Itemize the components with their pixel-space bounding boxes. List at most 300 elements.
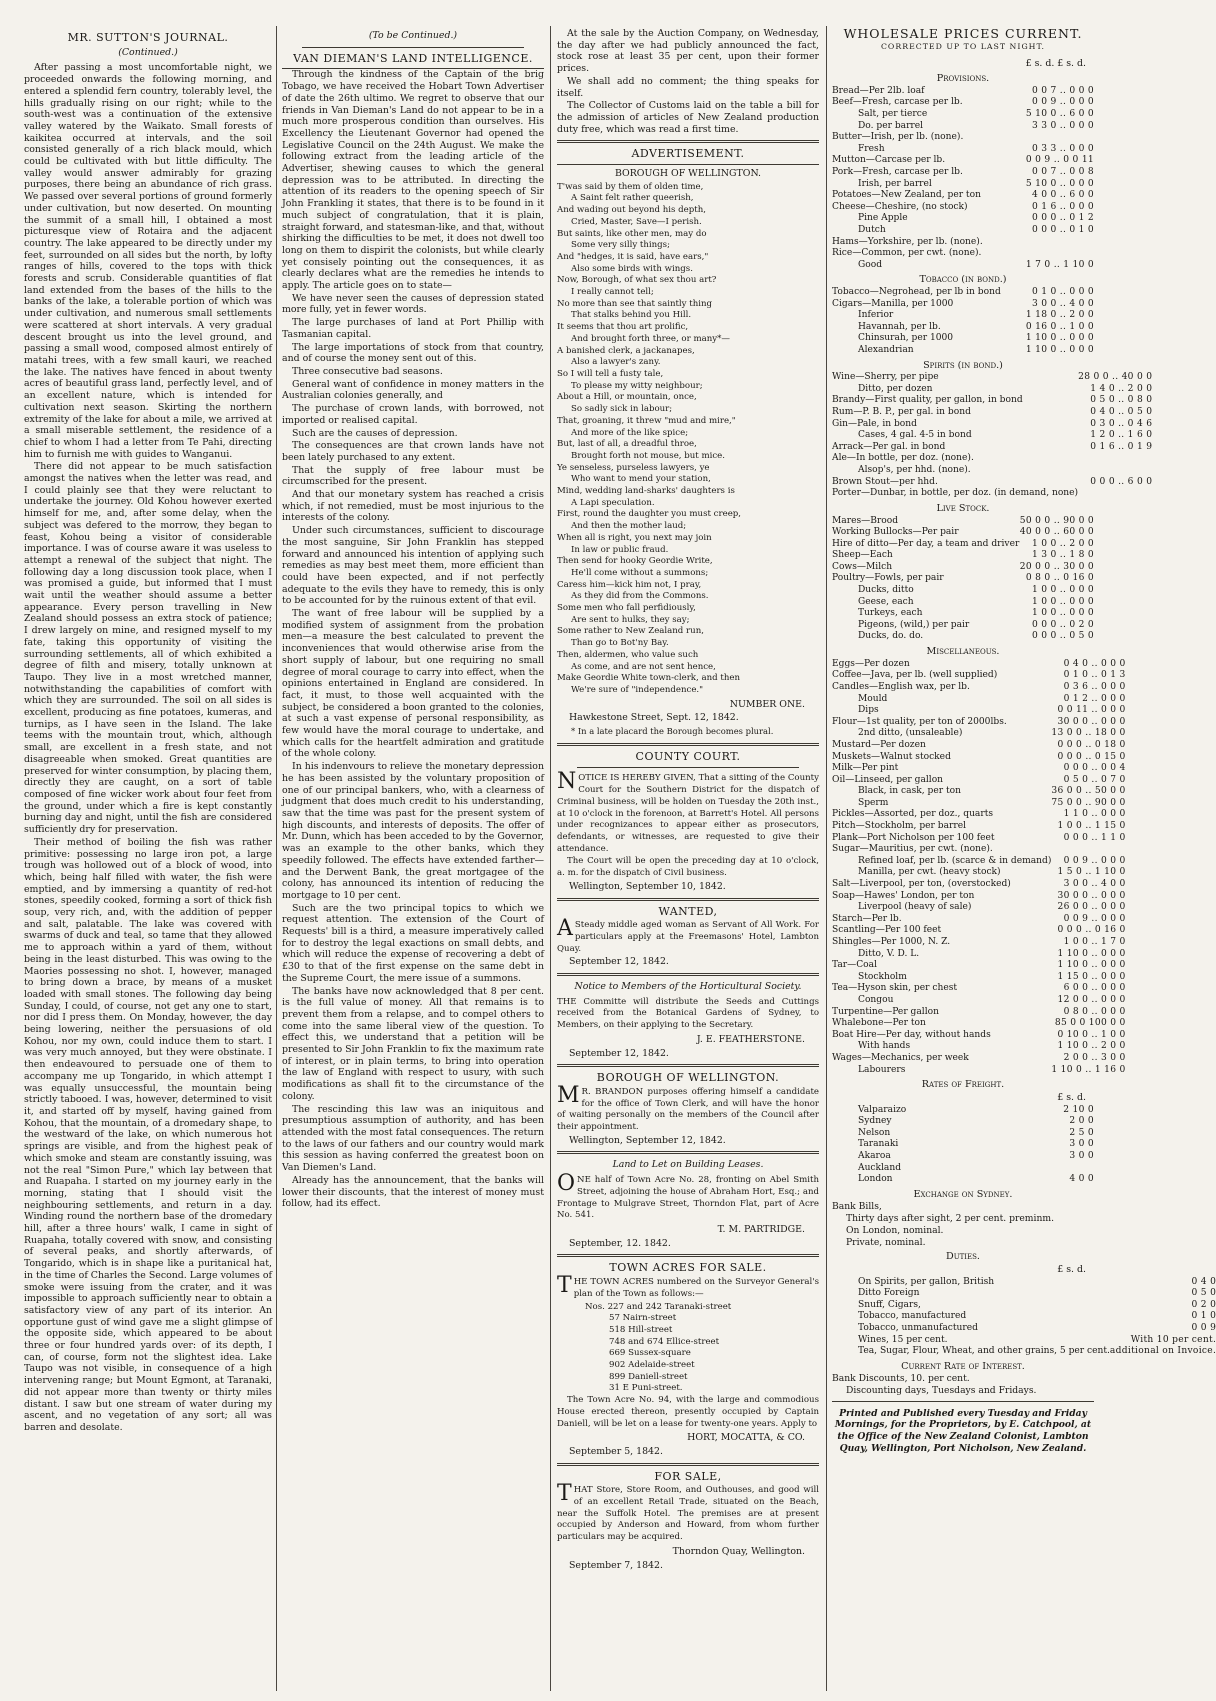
price-item: Butter—Irish, per lb. (none). <box>832 132 964 143</box>
price-item: Porter—Dunbar, in bottle, per doz. (in demand, none) <box>832 488 1079 499</box>
price-row <box>832 109 1094 121</box>
price-item: Beef—Fresh, carcase per lb. <box>832 97 963 108</box>
county-court-text-2: The Court will be open the preceding day at 10 o'clock, a. m. for the dispatch of Civil business. <box>557 856 819 879</box>
price-item: Rum—P. B. P., per gal. in bond <box>832 407 971 418</box>
poem-line: And "hedges, it is said, have ears," <box>557 251 709 262</box>
price-value <box>1078 465 1152 477</box>
price-value: 1 15 0 .. 0 0 0 <box>1057 971 1126 982</box>
price-item: Pine Apple <box>858 213 908 224</box>
price-row <box>832 1151 1094 1163</box>
price-item: Hams—Yorkshire, per lb. (none). <box>832 236 983 247</box>
price-item: Mustard—Per dozen <box>832 739 926 750</box>
price-section-units: £ s. d. <box>1057 1091 1086 1103</box>
price-row <box>832 322 1094 334</box>
price-row <box>832 856 1126 868</box>
price-row <box>832 937 1126 949</box>
price-row <box>832 925 1126 937</box>
poem-line: Then send for hooky Geordie Write, <box>557 556 713 567</box>
price-item: Candles—English wax, per lb. <box>832 681 970 692</box>
price-value: With 10 per cent. <box>1130 1334 1216 1345</box>
price-value: 3 0 0 .. 4 0 0 <box>1063 879 1126 890</box>
for-sale-text: THAT Store, Store Room, and Outhouses, and good will of an excellent Retail Trade, situated on the Beach, near the Suffolk Hotel. The premises are at present occupied by Anderson and Howard, from whom further particulars may be acquired. <box>557 1481 819 1543</box>
price-value: 0 3 3 .. 0 0 0 <box>1031 143 1094 154</box>
price-value: 1 0 0 .. 0 0 0 <box>1031 596 1094 607</box>
price-value: additional on Invoice. <box>1109 1346 1216 1357</box>
price-item: Ale—In bottle, per doz. (none). <box>832 453 974 464</box>
imprint: Printed and Published every Tuesday and Friday Mornings, for the Proprietors, by E. Catchpool, at the Office of the New Zealand Colonist, Lambton Quay, Wellington, Port Nicholson, New Zealand. <box>834 1407 1092 1454</box>
price-row <box>832 1041 1126 1053</box>
price-row <box>832 144 1094 156</box>
poem-line: I really cannot tell; <box>571 287 654 298</box>
poem-line: Brought forth not mouse, but mice. <box>571 450 725 461</box>
price-row <box>832 345 1094 357</box>
price-item: Tea—Hyson skin, per chest <box>832 983 958 994</box>
price-row <box>832 995 1126 1007</box>
poem-line: Also a lawyer's zany. <box>571 357 661 368</box>
price-item: Milk—Per pint <box>832 763 899 774</box>
van-dieman-paragraph: The large purchases of land at Port Phillip with Tasmanian capital. <box>282 317 544 340</box>
price-value: 1 0 0 .. 1 7 0 <box>1063 937 1126 947</box>
price-row <box>832 1053 1126 1065</box>
price-row <box>832 620 1094 632</box>
town-acres-intro: THE TOWN ACRES numbered on the Surveyor General's plan of the Town as follows:— <box>557 1273 819 1299</box>
poem-line: A Lapi speculation. <box>571 497 655 508</box>
price-item: Ditto, per dozen <box>858 383 933 394</box>
prices-units: £ s. d. £ s. d. <box>1025 58 1086 70</box>
price-row <box>832 717 1126 729</box>
price-row <box>832 372 1152 384</box>
journal-to-be-continued: (To be Continued.) <box>368 30 458 41</box>
price-value: 85 0 0 100 0 0 <box>1054 1018 1126 1029</box>
price-item: Arrack—Per gal. in bond <box>832 441 946 452</box>
poem-line: In law or public fraud. <box>571 544 669 555</box>
divider <box>557 743 819 746</box>
price-row <box>832 167 1094 179</box>
price-value: 0 5 0 <box>1191 1288 1216 1299</box>
price-row <box>832 949 1126 961</box>
price-row <box>832 891 1126 903</box>
price-row <box>832 248 1094 260</box>
price-row <box>832 287 1094 299</box>
price-item: Brown Stout—per hhd. <box>832 476 938 487</box>
price-row <box>832 516 1094 528</box>
poem-line: So sadly sick in labour; <box>571 404 673 415</box>
poem-line: Then, aldermen, who value such <box>557 649 699 660</box>
price-value: 12 0 0 .. 0 0 0 <box>1057 994 1126 1005</box>
price-item: Cheese—Cheshire, (no stock) <box>832 201 968 212</box>
price-item: Pork—Fresh, carcase per lb. <box>832 166 963 177</box>
price-item: Stockholm <box>858 971 907 982</box>
van-dieman-paragraph: In his indenvours to relieve the monetary depression he has been assisted by the voluntary proposition of one of our principal bankers, who, with a clearness of judgment that does much credit to his understanding, saw that the time was past for the present system of high discounts, and interests of deposits. The offer of Mr. Dunn, which has been acceded to by the Governor, was an example to the other banks, which they speedily followed. The effects have extended farther—and the Derwent Bank, the great mortgagee of the colony, has announced its intention of reducing the mortgage to 10 per cent. <box>282 761 544 901</box>
town-acre-item: 31 E Puni-street. <box>609 1383 683 1394</box>
price-value: 75 0 0 .. 90 0 0 <box>1051 797 1126 808</box>
price-row <box>832 631 1094 643</box>
price-value: 0 5 0 .. 0 7 0 <box>1063 774 1126 785</box>
auction-paragraph: At the sale by the Auction Company, on Wednesday, the day after we had publicly announced the fact, stock rose at least 35 per cent, upon their former prices. <box>557 28 819 75</box>
price-value: 1 10 0 .. 0 0 0 <box>1025 333 1094 344</box>
price-item: Bread—Per 2lb. loaf <box>832 85 925 96</box>
price-section-header: Tobacco (in bond.) <box>919 274 1007 286</box>
divider <box>557 973 819 976</box>
van-dieman-paragraph: General want of confidence in money matters in the Australian colonies generally, and <box>282 378 544 402</box>
price-table <box>832 516 1094 644</box>
price-item: Rice—Common, per cwt. (none). <box>832 248 982 259</box>
price-table <box>832 659 1126 1076</box>
price-row <box>832 155 1094 167</box>
price-value: 1 5 0 .. 1 10 0 <box>1057 867 1126 878</box>
price-item: Akaroa <box>858 1150 891 1161</box>
price-row <box>832 1174 1094 1186</box>
poem-line: He'll come without a summons; <box>571 567 709 578</box>
divider <box>557 1254 819 1257</box>
price-value: 26 0 0 .. 0 0 0 <box>1057 902 1126 913</box>
price-row <box>832 902 1126 914</box>
price-item: Flour—1st quality, per ton of 2000lbs. <box>832 716 1007 727</box>
price-item: Sydney <box>858 1116 892 1127</box>
prices-title: WHOLESALE PRICES CURRENT. <box>843 26 1083 41</box>
price-value: 1 7 0 .. 1 10 0 <box>1025 259 1094 270</box>
price-item: Ducks, do. do. <box>858 631 924 642</box>
price-item: London <box>858 1174 893 1185</box>
price-value: 4 0 0 <box>1069 1174 1094 1185</box>
borough-title: BOROUGH OF WELLINGTON. <box>596 1071 780 1085</box>
price-value: 0 2 0 <box>1191 1299 1216 1310</box>
price-value: 1 0 0 .. 0 0 0 <box>1031 585 1094 596</box>
price-item: Tar—Coal <box>832 960 877 971</box>
price-section-header: Live Stock. <box>936 502 990 514</box>
price-item: Taranaki <box>858 1139 899 1150</box>
price-value: 0 0 0 .. 1 1 0 <box>1063 832 1126 843</box>
van-dieman-paragraph: Three consecutive bad seasons. <box>292 365 443 377</box>
advertisement-title: ADVERTISEMENT. <box>631 147 745 161</box>
price-value: 0 0 0 .. 0 18 0 <box>1057 739 1126 750</box>
price-item: Snuff, Cigars, <box>858 1299 921 1310</box>
price-value: 3 3 0 .. 0 0 0 <box>1031 120 1094 131</box>
for-sale-title: FOR SALE, <box>654 1469 722 1483</box>
price-item: Auckland <box>858 1162 902 1173</box>
journal-paragraph: After passing a most uncomfortable night, we proceeded onwards the following morning, and entered a splendid fern country, tolerably level, the hills gradually rising on our right; while to the south-west was a continuation of the extensive valley watered by the Waikato. Small forests of kaikitea occurred at intervals, and the soil consisted generally of a rich black mould, which could be cultivated with but little difficulty. The valley would answer admirably for grazing purposes, there being an abundance of rich grass. We passed over several portions of ground formerly under cultivation, but now deserted. On mounting the summit of a small hill, I obtained a most picturesque view of Rotaira and the adjacent country. The lake appeared to be directly under my feet, surrounded on all sides but the north, by lofty ranges of hills, covered to the tops with thick forests and scrub. Considerable quantities of flat land extended from the bases of the hills to the banks of the lake, a tolerable portion of which was under cultivation, and numerous small settlements were scattered at short intervals. A very gradual descent brought us into the level ground, and passing a small wood, composed almost entirely of matahi trees, with a few small kauri, we reached the lake. The natives have fenced in about twenty acres of beautiful grass land, perfectly level, and of an excellent nature, which is intended for cultivation next season. Skirting the northern extremity of the lake for about a mile, we arrived at a small miserable settlement, the residence of a chief to whom I had a letter from Te Pahi, directing him to furnish me with guides to Wanganui. <box>24 62 272 460</box>
town-acre-item: 518 Hill-street <box>609 1324 673 1335</box>
divider <box>832 1401 1094 1402</box>
price-section-header: Current Rate of Interest. <box>901 1360 1025 1372</box>
price-value: 0 0 9 .. 0 0 11 <box>1025 155 1094 166</box>
price-value: 50 0 0 .. 90 0 0 <box>1019 515 1094 526</box>
price-value <box>1051 844 1125 856</box>
price-row <box>832 597 1094 609</box>
price-item: Boat Hire—Per day, without hands <box>832 1029 991 1040</box>
price-item: Tobacco, manufactured <box>858 1311 967 1322</box>
price-row <box>832 914 1126 926</box>
price-item: Ditto, V. D. L. <box>858 948 920 959</box>
column-rule <box>276 26 277 1691</box>
price-row <box>832 960 1126 972</box>
price-value: 5 10 0 .. 6 0 0 <box>1025 109 1094 119</box>
price-item: Whalebone—Per ton <box>832 1018 926 1029</box>
price-value: 1 4 0 .. 2 0 0 <box>1090 383 1153 394</box>
price-row <box>832 333 1094 345</box>
price-item: Sugar—Mauritius, per cwt. (none). <box>832 844 993 855</box>
for-sale-signature: Thorndon Quay, Wellington. <box>672 1545 805 1557</box>
price-value: 1 0 0 .. 2 0 0 <box>1031 538 1094 549</box>
advertisement-poem <box>557 182 819 697</box>
price-section-header: Miscellaneous. <box>926 646 1000 658</box>
price-row <box>832 260 1094 272</box>
price-row <box>832 1139 1094 1151</box>
price-row <box>832 983 1126 995</box>
price-item: Pitch—Stockholm, per barrel <box>832 821 966 832</box>
poem-line: But saints, like other men, may do <box>557 228 707 239</box>
price-item: Refined loaf, per lb. (scarce & in demand) <box>858 855 1052 866</box>
price-item: Soap—Hawes' London, per ton <box>832 890 975 901</box>
poem-line: About a Hill, or mountain, once, <box>557 392 697 403</box>
price-value <box>1002 248 1094 260</box>
price-row <box>832 608 1094 620</box>
price-value: 3 0 0 <box>1069 1150 1094 1161</box>
price-row <box>832 972 1126 984</box>
van-dieman-paragraph: The large importations of stock from that country, and of course the money sent out of this. <box>282 341 544 365</box>
price-value <box>1002 1163 1094 1175</box>
wanted-title: WANTED, <box>658 904 718 918</box>
price-row <box>832 1311 1216 1323</box>
journal-paragraph: Their method of boiling the fish was rather primitive: possessing no large iron pot, a large trough was hollowed out of a block of wood, into which, being half filled with water, the fish were emptied, and by immersing a quantity of red-hot stones, speedily cooked, forming a sort of thick fish soup, very rich, and, with the addition of pepper and salt, palatable. The lake was covered with swarms of duck and teal, so tame that they allowed me to approach within a yard of them, without being in the least disturbed. This was owing to the Maories possessing no shot. I, however, managed to bring down a brace, by means of a musket loaded with small stones. The following day being Sunday, I could, of course, not get any one to start, nor did I press them. On Monday, however, the day being lowering, neither the persuasions of old Kohou, nor my own, could induce them to start. I was very much annoyed, but they were obstinate. I then endeavoured to persuade one of them to accompany me up Tongarido, in which attempt I was equally unsuccessful, the mountain being strictly tabooed. I was, however, determined to visit it, and started off by myself, having gained from Kohou, that the mountain, of a dromedary shape, to the westward of the lake, on which numerous hot springs are visible, and from the highest peak of which smoke and steam are constantly issuing, was not the real "Simon Pure," which lay between that and Ruapaha. I started on my journey early in the morning, stating that I should visit the neighbouring settlements, and return in a day. Winding round the northern base of the dromedary hill, after a three hours' walk, I came in sight of Ruapaha, totally covered with snow, and consisting of several peaks, and shortly afterwards, of Tongarido, which is in shape like a puritanical hat, in the time of Charles the Second. Large volumes of smoke were issuing from the crater, and it was impossible to approach sufficiently near to obtain a satisfactory view of any part of its interior. An opportune gust of wind gave me a slight glimpse of the opposite side, which appeared to be about three or four hundred yards over: of its depth, I can, of course, form not the slightest idea. Lake Taupo was not visible, in consequence of a high intervening range; but Mount Egmont, at Taranaki, did not appear more than twenty or thirty miles distant. I saw but one stream of water during my ascent, and no vegetation of any sort; all was barren and desolate. <box>24 836 272 1433</box>
price-item: Scantling—Per 100 feet <box>832 925 942 936</box>
price-section-units: £ s. d. <box>1057 1263 1086 1275</box>
price-value: 36 0 0 .. 50 0 0 <box>1051 786 1126 797</box>
land-let-signature: T. M. PARTRIDGE. <box>717 1223 805 1235</box>
price-item: Havannah, per lb. <box>858 321 941 332</box>
price-item: Poultry—Fowls, per pair <box>832 573 944 584</box>
price-item: Wages—Mechanics, per week <box>832 1052 969 1063</box>
price-section-header: Spirits (in bond.) <box>923 359 1003 371</box>
price-item: Turkeys, each <box>858 608 923 619</box>
price-note-line: Discounting days, Tuesdays and Fridays. <box>846 1385 1037 1397</box>
wanted-text: ASteady middle aged woman as Servant of All Work. For particulars apply at the Freemasons' Hotel, Lambton Quay. <box>557 916 819 954</box>
price-row <box>832 1128 1094 1140</box>
town-acres-date: September 5, 1842. <box>569 1445 663 1457</box>
auction-paragraph: We shall add no comment; the thing speaks for itself. <box>557 75 819 99</box>
van-dieman-paragraph: That the supply of free labour must be circumscribed for the present. <box>282 464 544 488</box>
price-item: Shingles—Per 1000, N. Z. <box>832 937 951 947</box>
price-value: 0 0 9 .. 0 0 0 <box>1031 97 1094 108</box>
price-item: Pigeons, (wild,) per pair <box>858 619 970 630</box>
price-value <box>1078 488 1152 500</box>
price-value: 30 0 0 .. 0 0 0 <box>1057 890 1126 901</box>
price-value: 0 0 9 .. 0 0 0 <box>1063 913 1126 924</box>
price-section-header: Rates of Freight. <box>921 1079 1005 1091</box>
price-value: 0 5 0 .. 0 8 0 <box>1090 395 1153 406</box>
price-value: 3 0 0 <box>1069 1139 1094 1150</box>
price-value: 0 1 0 .. 0 0 0 <box>1031 287 1094 298</box>
column-rule <box>550 26 551 1691</box>
price-item: Potatoes—New Zealand, per ton <box>832 190 981 201</box>
poem-line: A Saint felt rather queerish, <box>571 193 694 204</box>
price-item: Valparaizo <box>858 1104 907 1115</box>
price-row <box>832 763 1126 775</box>
divider <box>557 1151 819 1154</box>
poem-line: Are sent to hulks, they say; <box>571 614 690 625</box>
price-item: Good <box>858 259 883 270</box>
column-3 <box>557 28 819 1693</box>
horticultural-date: September 12, 1842. <box>569 1047 669 1059</box>
van-dieman-paragraph: And that our monetary system has reached a crisis which, if not remedied, must be most injurious to the interests of the colony. <box>282 489 544 524</box>
advertisement-footnote: * In a late placard the Borough becomes plural. <box>571 726 774 737</box>
price-value: 0 4 0 .. 0 5 0 <box>1090 407 1153 418</box>
price-value: 1 2 0 .. 1 6 0 <box>1090 430 1153 441</box>
price-value: 0 0 9 .. 0 0 0 <box>1063 855 1126 866</box>
price-value: 0 0 11 .. 0 0 0 <box>1057 705 1126 716</box>
journal-paragraph: There did not appear to be much satisfaction amongst the natives when the letter was read, and I could plainly see that they were reluctant to undertake the journey. Old Kohou however exerted himself for me, and, after some delay, when the subject was defered to the morrow, they began to feast, Kohou being a visitor of considerable importance. I was of course aware it was useless to attempt a renewal of the subject that night. The following day a long discussion took place, when I was promised a guide, but informed that I must wait until the weather should assume a better appearance. Every person travelling in New Zealand should possess an extra stock of patience; I drew largely on mine, and resigned myself to my fate, taking this opportunity of visiting the surrounding settlements, all of which exhibited a degree of filth and misery, totally unknown at Taupo. They live in a most wretched manner, notwithstanding the capabilities of comfort with which they are surrounded. The soil on all sides is excellent, producing as fine potatoes, kumeras, and turnips, as I have seen in the Island. The lake teems with the mountain trout, which, although small, are excellent in a fresh state, and not disagreeable when smoked. Great quantities are preserved for winter consumption, by placing them, directly they are caught, on a sort of table composed of fine wicker work about four feet from the ground, under which a fire is kept constantly burning day and night, until the fish are considered sufficiently dry for preservation. <box>24 461 272 836</box>
divider <box>557 164 819 165</box>
horticultural-text: THE Committe will distribute the Seeds and Cuttings received from the Botanical Gardens of Sydney, to Members, on their applying to the Secretary. <box>557 996 819 1031</box>
poem-line: Make Geordie White town-clerk, and then <box>557 673 740 684</box>
price-value: 0 1 2 .. 0 0 0 <box>1063 693 1126 704</box>
poem-line: So I will tell a fusty tale, <box>557 368 664 379</box>
price-item: Inferior <box>858 310 894 321</box>
poem-line: We're sure of "independence." <box>571 684 704 695</box>
town-acres-title: TOWN ACRES FOR SALE. <box>609 1261 767 1275</box>
price-row <box>832 659 1126 671</box>
county-court-date: Wellington, September 10, 1842. <box>569 880 726 892</box>
price-value: 30 0 0 .. 0 0 0 <box>1057 716 1126 727</box>
journal-title: MR. SUTTON'S JOURNAL. <box>67 31 229 44</box>
price-item: Wine—Sherry, per pipe <box>832 372 939 383</box>
price-row <box>832 488 1152 500</box>
price-row <box>832 1007 1126 1019</box>
price-item: Gin—Pale, in bond <box>832 418 917 429</box>
divider <box>557 1064 819 1067</box>
price-row <box>832 809 1126 821</box>
price-item: 2nd ditto, (unsaleable) <box>858 728 963 739</box>
van-dieman-paragraph: The banks have now acknowledged that 8 per cent. is the full value of money. All that remains is to prevent them from a relapse, and to compel others to come into the same liberal view of the question. To effect this, we understand that a petition will be presented to Sir John Franklin to fix the maximum rate of interest, or in plain terms, to bring into operation the law of England with respect to usury, with such modifications as shall fit to the circumstance of the colony. <box>282 985 544 1102</box>
town-acre-item: 899 Daniell-street <box>609 1371 688 1382</box>
price-item: Working Bullocks—Per pair <box>832 527 959 538</box>
column-1 <box>24 28 272 1693</box>
price-row <box>832 310 1094 322</box>
poem-line: Some men who fall perfidiously, <box>557 603 696 614</box>
borough-date: Wellington, September 12, 1842. <box>569 1134 726 1146</box>
poem-line: That stalks behind you Hill. <box>571 310 692 321</box>
town-acre-item: 669 Sussex-square <box>609 1348 691 1359</box>
price-section-header: Duties. <box>946 1251 980 1263</box>
poem-line: Some very silly things; <box>571 240 670 251</box>
price-value: 0 1 6 .. 0 1 9 <box>1090 441 1153 452</box>
price-row <box>832 527 1094 539</box>
poem-line: First, round the daughter you must creep, <box>557 509 742 520</box>
price-row <box>832 844 1126 856</box>
price-row <box>832 1277 1216 1289</box>
price-value: 0 1 6 .. 0 0 0 <box>1031 201 1094 212</box>
price-row <box>832 190 1094 202</box>
price-item: Cases, 4 gal. 4-5 in bond <box>858 430 972 441</box>
price-item: Tobacco, unmanufactured <box>858 1322 978 1333</box>
poem-line: It seems that thou art prolific, <box>557 322 689 333</box>
price-note-line: Bank Bills, <box>832 1201 882 1213</box>
price-item: Muskets—Walnut stocked <box>832 751 951 762</box>
poem-line: To please my witty neighbour; <box>571 380 703 391</box>
price-row <box>832 453 1152 465</box>
price-value: 6 0 0 .. 0 0 0 <box>1063 983 1126 994</box>
price-value: 13 0 0 .. 18 0 0 <box>1051 728 1126 739</box>
price-row <box>832 395 1152 407</box>
price-value: 0 0 0 .. 0 0 4 <box>1063 763 1126 774</box>
price-item: Liverpool (heavy of sale) <box>858 902 972 913</box>
price-value: 3 0 0 .. 4 0 0 <box>1031 298 1094 309</box>
price-row <box>832 1018 1126 1030</box>
price-item: Turpentine—Per gallon <box>832 1006 939 1017</box>
price-row <box>832 1300 1216 1312</box>
price-item: Cigars—Manilla, per 1000 <box>832 298 954 309</box>
price-item: Brandy—First quality, per gallon, in bond <box>832 395 1023 406</box>
price-row <box>832 430 1152 442</box>
poem-line: And more of the like spice; <box>571 427 689 438</box>
price-value: 20 0 0 .. 30 0 0 <box>1019 561 1094 572</box>
price-item: Tobacco—Negrohead, per lb in bond <box>832 287 1001 298</box>
price-value: 2 10 0 <box>1063 1104 1094 1115</box>
advertisement-date: Hawkestone Street, Sept. 12, 1842. <box>569 712 739 724</box>
price-row <box>832 728 1126 740</box>
poem-line: That, groaning, it threw "mud and mire," <box>557 415 736 426</box>
price-row <box>832 1030 1126 1042</box>
poem-line: And wading out beyond his depth, <box>557 205 706 216</box>
price-item: Plank—Port Nicholson per 100 feet <box>832 832 995 843</box>
price-table <box>832 86 1094 272</box>
price-value: 0 4 0 <box>1191 1276 1216 1287</box>
price-row <box>832 442 1152 454</box>
price-value: 4 0 0 .. 6 0 0 <box>1031 190 1094 201</box>
auction-paragraph: The Collector of Customs laid on the table a bill for the admission of articles of New Zealand production duty free, which was read a first time. <box>557 100 819 135</box>
price-row <box>832 1323 1216 1335</box>
price-item: Fresh <box>858 143 885 154</box>
price-row <box>832 1105 1094 1117</box>
price-note-line: Private, nominal. <box>846 1236 926 1248</box>
price-item: Wines, 15 per cent. <box>858 1334 948 1345</box>
van-dieman-paragraph: The want of free labour will be supplied by a modified system of assignment from the probation men—a measure the best calculated to prevent the inconveniences that would otherwise arise from the short supply of labour, but one requiring no small degree of moral courage to carry into effect, when the opinions entertained in England are considered. In fact, it must, to those well acquainted with the subject, be considered a boon granted to the colonies, at such a vast expense of personal responsibility, as few would have the moral courage to undertake, and which calls for the heartfelt admiration and gratitude of the whole colony. <box>282 608 544 760</box>
price-row <box>832 225 1094 237</box>
price-table <box>832 1105 1094 1186</box>
price-row <box>832 1163 1094 1175</box>
price-value: 0 8 0 .. 0 0 0 <box>1063 1006 1126 1017</box>
van-dieman-title: VAN DIEMAN'S LAND INTELLIGENCE. <box>293 51 533 65</box>
price-value: 1 3 0 .. 1 8 0 <box>1031 550 1094 561</box>
price-row <box>832 407 1152 419</box>
poem-line: Some rather to New Zealand run, <box>557 626 704 637</box>
price-value: 0 0 0 .. 0 2 0 <box>1031 619 1094 630</box>
prices-subtitle: CORRECTED UP TO LAST NIGHT. <box>880 41 1046 51</box>
town-acre-item: 902 Adelaide-street <box>609 1360 695 1371</box>
price-row <box>832 585 1094 597</box>
price-item: Pickles—Assorted, per doz., quarts <box>832 809 994 820</box>
price-row <box>832 1116 1094 1128</box>
price-row <box>832 550 1094 562</box>
poem-line: Cried, Master, Save—I perish. <box>571 216 702 227</box>
price-item: Irish, per barrel <box>858 178 932 189</box>
price-value: 5 10 0 .. 0 0 0 <box>1025 178 1094 189</box>
price-value: 0 3 0 .. 0 4 6 <box>1090 418 1153 429</box>
price-value: 0 10 0 .. 1 0 0 <box>1057 1029 1126 1040</box>
price-value: 0 8 0 .. 0 16 0 <box>1025 573 1094 584</box>
van-dieman-paragraph: Already has the announcement, that the banks will lower their discounts, that the interest of money must follow, had its effect. <box>282 1174 544 1210</box>
price-item: On Spirits, per gallon, British <box>858 1276 995 1287</box>
price-item: Starch—Per lb. <box>832 913 902 924</box>
town-acres-list <box>557 1302 819 1396</box>
price-item: Ditto Foreign <box>858 1288 920 1299</box>
price-value: 1 1 0 .. 0 0 0 <box>1063 809 1126 820</box>
price-row <box>832 86 1094 98</box>
price-row <box>832 562 1094 574</box>
divider <box>557 140 819 143</box>
town-acres-signature: HORT, MOCATTA, & CO. <box>687 1432 805 1444</box>
poem-line: Who want to mend your station, <box>571 474 711 485</box>
